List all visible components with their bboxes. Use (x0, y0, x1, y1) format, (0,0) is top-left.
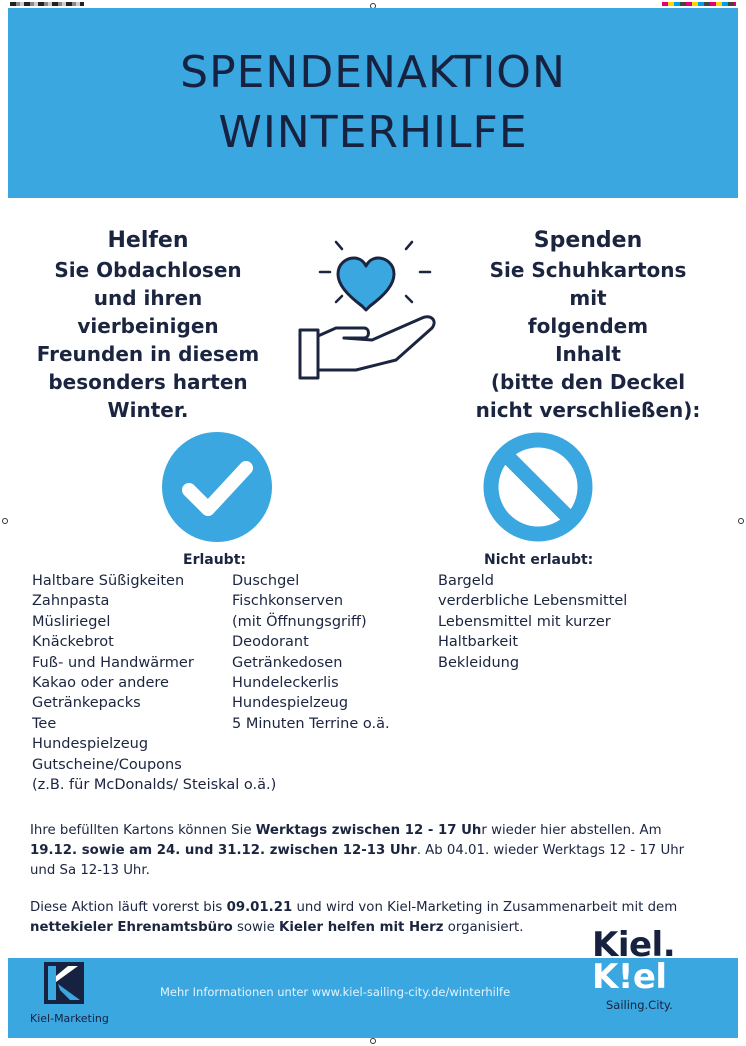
help-line: besonders harten (48, 370, 248, 394)
heart-in-hand-icon (298, 236, 450, 382)
info-text: organisiert. (443, 920, 524, 935)
list-item: (z.B. für McDonalds/ Steiskal o.ä.) (32, 777, 277, 794)
list-item: Hundeleckerlis (232, 675, 339, 692)
allowed-title: Erlaubt: (183, 552, 246, 568)
print-color-bar-left (10, 2, 84, 6)
list-item: Fischkonserven (232, 593, 344, 610)
donate-line: (bitte den Deckel (490, 370, 686, 394)
help-line: vierbeinigen (77, 314, 219, 338)
print-color-bar-right (662, 2, 736, 6)
registration-mark-bottom (370, 1038, 376, 1044)
list-item: Müsliriegel (32, 613, 111, 630)
list-item: 5 Minuten Terrine o.ä. (232, 715, 390, 732)
help-line: und ihren (93, 286, 203, 310)
help-line: Freunden in diesem (36, 342, 260, 366)
kiel-wordmark: Kiel. (592, 925, 676, 965)
header-banner (8, 8, 738, 198)
checkmark-icon (162, 432, 272, 542)
list-item: Gutscheine/Coupons (32, 756, 182, 773)
help-line: Sie Obdachlosen (54, 258, 242, 282)
prohibited-icon (483, 432, 593, 542)
info-text: und wird von Kiel-Marketing in Zusammenarbeit mit dem (292, 900, 678, 915)
list-item: Bekleidung (438, 654, 520, 671)
title-line-1: SPENDENAKTION (180, 47, 566, 98)
help-text-block (28, 226, 268, 424)
donate-line: nicht verschließen): (475, 398, 701, 422)
info-text-bold: Werktags zwischen 12 - 17 Uh (255, 823, 482, 838)
help-heading: Helfen (107, 228, 189, 253)
list-item: Tee (32, 715, 57, 732)
list-item: Getränkedosen (232, 654, 343, 671)
info-text: Diese Aktion läuft vorerst bis (30, 900, 227, 915)
allowed-list-col2 (232, 571, 390, 734)
list-item: Duschgel (232, 573, 300, 589)
list-item: Bargeld (438, 573, 494, 589)
list-item: Hundespielzeug (232, 695, 349, 712)
page-title (180, 43, 566, 163)
kiel-wordmark-reflection: K!el (592, 957, 667, 997)
info-text: . Ab 04.01. wieder Werktags 12 - 17 Uhr und Sa 12-13 Uhr. (30, 843, 685, 878)
info-text-bold: nettekieler Ehrenamtsbüro (30, 920, 233, 935)
kiel-marketing-logo (44, 962, 84, 1004)
donate-line: folgendem (527, 314, 649, 338)
registration-mark-left (2, 518, 8, 524)
info-text: r wieder hier abstellen. Am (481, 823, 662, 838)
list-item: Hundespielzeug (32, 736, 149, 753)
list-item: (mit Öffnungsgriff) (232, 613, 367, 630)
donate-heading: Spenden (533, 228, 643, 253)
more-info-text: Mehr Informationen unter www.kiel-sailing-city.de/winterhilfe (160, 985, 511, 999)
help-line: Winter. (107, 398, 189, 422)
not-allowed-list (438, 571, 627, 673)
list-item: verderbliche Lebensmittel (438, 593, 628, 610)
kiel-sailing-city-logo (592, 925, 696, 1012)
info-text-bold: 09.01.21 (226, 900, 293, 915)
list-item: Kakao oder andere (32, 675, 169, 692)
kiel-marketing-label: Kiel-Marketing (30, 1012, 109, 1025)
list-item: Fuß- und Handwärmer (32, 654, 194, 671)
list-item: Lebensmittel mit kurzer (438, 613, 611, 630)
info-text: sowie (232, 920, 280, 935)
registration-mark-right (738, 518, 744, 524)
donate-line: Sie Schuhkartons mit (489, 258, 687, 310)
list-item: Getränkepacks (32, 695, 141, 712)
donate-line: Inhalt (555, 342, 621, 366)
info-text-bold: Kieler helfen mit Herz (279, 920, 444, 935)
sailing-city-tagline: Sailing.City. (606, 998, 673, 1012)
info-text-bold: 19.12. sowie am 24. und 31.12. zwischen 12-13 Uhr (30, 843, 417, 858)
list-item: Zahnpasta (32, 593, 110, 610)
not-allowed-title: Nicht erlaubt: (484, 552, 594, 568)
list-item: Haltbare Süßigkeiten (32, 573, 185, 589)
dropoff-info-paragraph (30, 821, 702, 881)
list-item: Deodorant (232, 634, 309, 651)
info-text: Ihre befüllten Kartons können Sie (30, 823, 256, 838)
list-item: Knäckebrot (32, 634, 114, 651)
title-line-2: WINTERHILFE (218, 107, 528, 158)
donate-text-block (468, 226, 708, 424)
list-item: Haltbarkeit (438, 634, 519, 651)
